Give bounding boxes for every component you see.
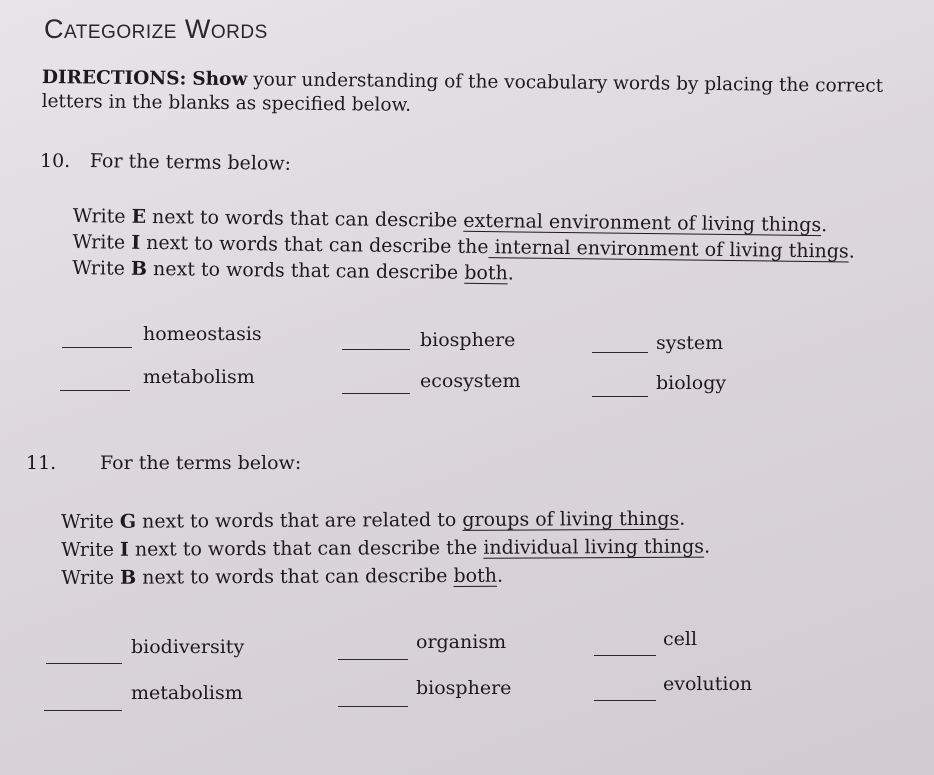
question-10-instructions	[72, 203, 855, 291]
term-cell: cell	[663, 628, 698, 650]
answer-blank-organism[interactable]	[338, 659, 408, 660]
directions-bold-word: Show	[192, 68, 248, 91]
instruction-line: Write E next to words that can describe external environment of living things.	[72, 204, 828, 237]
term-system: system	[656, 332, 724, 354]
instruction-line: Write G next to words that are related to groups of living things.	[61, 507, 686, 533]
term-metabolism-2: metabolism	[131, 682, 243, 704]
question-11-heading: For the terms below:	[100, 452, 302, 474]
question-11-instructions	[61, 505, 710, 592]
term-biology: biology	[656, 372, 727, 394]
answer-blank-biosphere[interactable]	[342, 349, 410, 350]
answer-blank-biology[interactable]	[592, 396, 648, 397]
answer-blank-metabolism-2[interactable]	[44, 710, 122, 711]
answer-blank-biosphere-2[interactable]	[338, 706, 408, 707]
directions-text: your understanding of the vocabulary words by placing the correct letters in the blanks as specified below.	[41, 69, 884, 116]
term-biosphere: biosphere	[420, 329, 516, 351]
answer-blank-evolution[interactable]	[594, 700, 656, 701]
directions-paragraph	[41, 66, 921, 123]
answer-blank-biodiversity[interactable]	[46, 663, 122, 664]
term-evolution: evolution	[663, 673, 753, 695]
answer-blank-homeostasis[interactable]	[62, 347, 132, 348]
instruction-line: Write I next to words that can describe the internal environment of living things.	[72, 230, 855, 263]
question-11-number: 11.	[26, 452, 57, 474]
question-10-number: 10.	[40, 150, 71, 172]
term-biodiversity: biodiversity	[131, 636, 245, 658]
worksheet-title: Categorize Words	[44, 14, 268, 44]
answer-blank-metabolism[interactable]	[60, 390, 130, 391]
directions-label: DIRECTIONS:	[41, 66, 187, 90]
answer-blank-cell[interactable]	[594, 655, 656, 656]
term-organism: organism	[416, 631, 507, 653]
term-ecosystem: ecosystem	[420, 370, 521, 392]
answer-blank-system[interactable]	[592, 352, 648, 353]
instruction-line: Write B next to words that can describe both.	[61, 564, 504, 589]
instruction-line: Write B next to words that can describe both.	[72, 256, 514, 285]
term-biosphere-2: biosphere	[416, 677, 512, 699]
instruction-line: Write I next to words that can describe the individual living things.	[61, 535, 711, 561]
term-homeostasis: homeostasis	[143, 323, 262, 345]
question-10-heading: For the terms below:	[89, 150, 292, 175]
term-metabolism: metabolism	[143, 366, 255, 388]
answer-blank-ecosystem[interactable]	[342, 393, 410, 394]
